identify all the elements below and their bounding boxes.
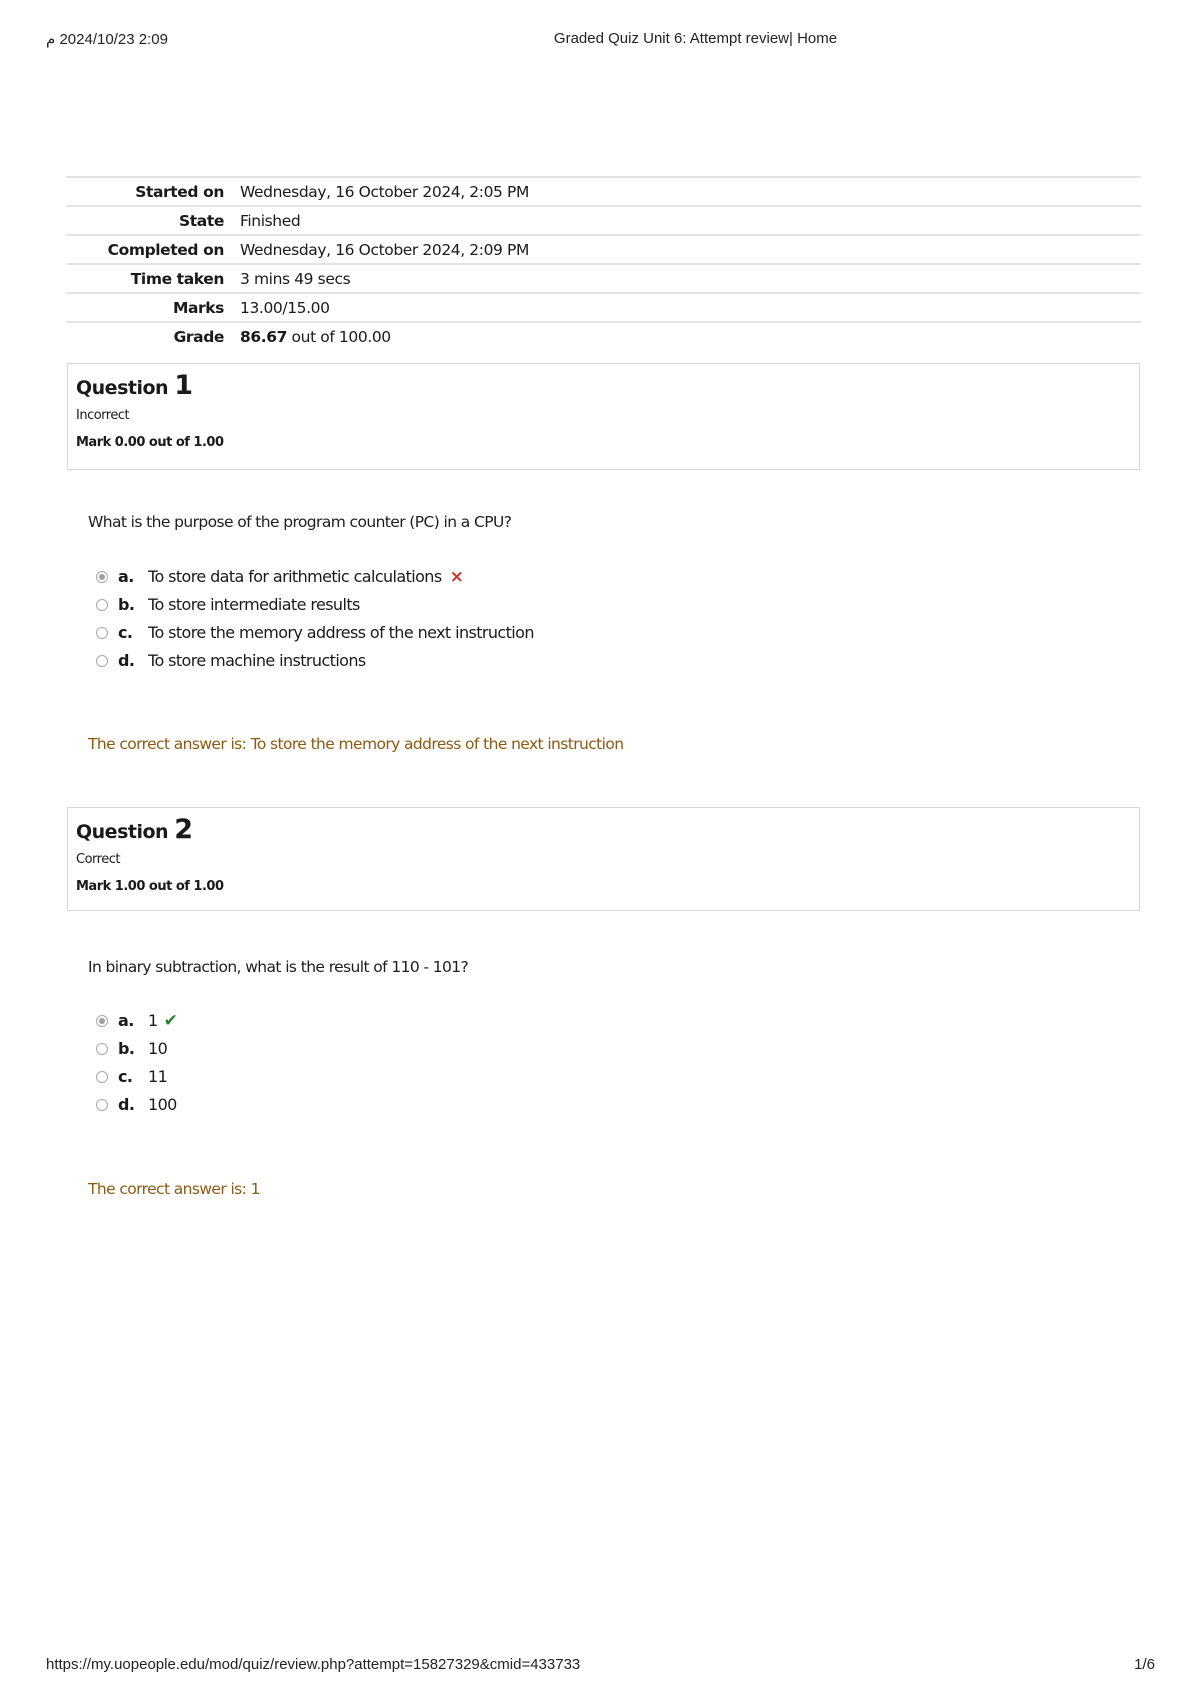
radio-button[interactable] — [96, 1015, 108, 1027]
question-title-word: Question — [76, 377, 169, 399]
radio-button[interactable] — [96, 571, 108, 583]
answer-letter: d. — [118, 651, 135, 670]
answer-letter: a. — [118, 1011, 134, 1030]
print-page-title: Graded Quiz Unit 6: Attempt review| Home — [553, 30, 838, 47]
answer-option[interactable] — [96, 619, 534, 647]
question-mark: Mark 1.00 out of 1.00 — [76, 879, 224, 894]
grade-score: 86.67 — [240, 327, 288, 346]
question-title-word: Question — [76, 821, 169, 843]
summary-value: Finished — [240, 211, 301, 230]
answer-text: 10 — [148, 1039, 168, 1058]
summary-label: Time taken — [130, 269, 224, 288]
question-mark: Mark 0.00 out of 1.00 — [76, 435, 224, 450]
page-number: 1/6 — [1134, 1656, 1155, 1673]
summary-value: Wednesday, 16 October 2024, 2:05 PM — [240, 182, 529, 201]
answer-text: To store intermediate results — [148, 595, 360, 614]
incorrect-icon: × — [449, 567, 464, 587]
question-number: 1 — [174, 370, 193, 401]
answer-letter: c. — [118, 623, 133, 642]
summary-row — [66, 293, 1141, 322]
question-text: What is the purpose of the program counter (PC) in a CPU? — [88, 513, 512, 531]
question-state: Correct — [76, 852, 120, 867]
radio-button[interactable] — [96, 655, 108, 667]
question-text: In binary subtraction, what is the result of 110 - 101? — [88, 958, 469, 976]
summary-label: Started on — [135, 182, 224, 201]
page-url: https://my.uopeople.edu/mod/quiz/review.php?attempt=15827329&cmid=433733 — [46, 1656, 581, 1673]
summary-row — [66, 264, 1141, 293]
summary-value: 3 mins 49 secs — [240, 269, 351, 288]
correct-answer-feedback: The correct answer is: To store the memory address of the next instruction — [88, 735, 624, 753]
answer-letter: b. — [118, 595, 135, 614]
answer-text: To store machine instructions — [148, 651, 366, 670]
answer-option[interactable] — [96, 563, 534, 591]
check-icon: ✔ — [163, 1011, 178, 1031]
radio-button[interactable] — [96, 627, 108, 639]
radio-button[interactable] — [96, 1071, 108, 1083]
summary-row — [66, 235, 1141, 264]
question-title — [76, 816, 1131, 846]
summary-label: Completed on — [107, 240, 224, 259]
summary-value: 13.00/15.00 — [240, 298, 330, 317]
answer-list — [96, 1007, 177, 1119]
answer-text: 100 — [148, 1095, 177, 1114]
print-datetime: 2:09 2024/10/23 م — [46, 31, 168, 48]
answer-list — [96, 563, 534, 675]
answer-letter: a. — [118, 567, 134, 586]
answer-text: 11 — [148, 1067, 168, 1086]
answer-letter: c. — [118, 1067, 133, 1086]
radio-button[interactable] — [96, 1099, 108, 1111]
correct-answer-feedback: The correct answer is: 1 — [88, 1180, 260, 1198]
answer-letter: b. — [118, 1039, 135, 1058]
answer-option[interactable] — [96, 1063, 177, 1091]
question-number: 2 — [174, 814, 193, 845]
print-header — [0, 30, 1200, 50]
answer-option[interactable] — [96, 647, 534, 675]
answer-text: To store data for arithmetic calculations — [148, 567, 442, 586]
summary-row-grade — [66, 322, 1141, 350]
summary-label: State — [179, 211, 224, 230]
question-state: Incorrect — [76, 408, 130, 423]
answer-option[interactable] — [96, 1007, 177, 1035]
answer-option[interactable] — [96, 1035, 177, 1063]
answer-option[interactable] — [96, 591, 534, 619]
question-info-box — [67, 363, 1140, 470]
question-info-box — [67, 807, 1140, 911]
answer-option[interactable] — [96, 1091, 177, 1119]
summary-row — [66, 206, 1141, 235]
answer-text: To store the memory address of the next instruction — [148, 623, 534, 642]
grade-out-of: out of 100.00 — [287, 327, 391, 346]
summary-row — [66, 177, 1141, 206]
question-title — [76, 372, 1131, 402]
attempt-summary-table — [66, 176, 1141, 350]
answer-letter: d. — [118, 1095, 135, 1114]
summary-label: Marks — [172, 298, 224, 317]
radio-button[interactable] — [96, 599, 108, 611]
print-footer — [0, 1656, 1200, 1676]
grade-label: Grade — [173, 327, 224, 346]
grade-value — [240, 322, 1141, 350]
answer-text: 1 — [148, 1011, 158, 1030]
radio-button[interactable] — [96, 1043, 108, 1055]
summary-value: Wednesday, 16 October 2024, 2:09 PM — [240, 240, 529, 259]
